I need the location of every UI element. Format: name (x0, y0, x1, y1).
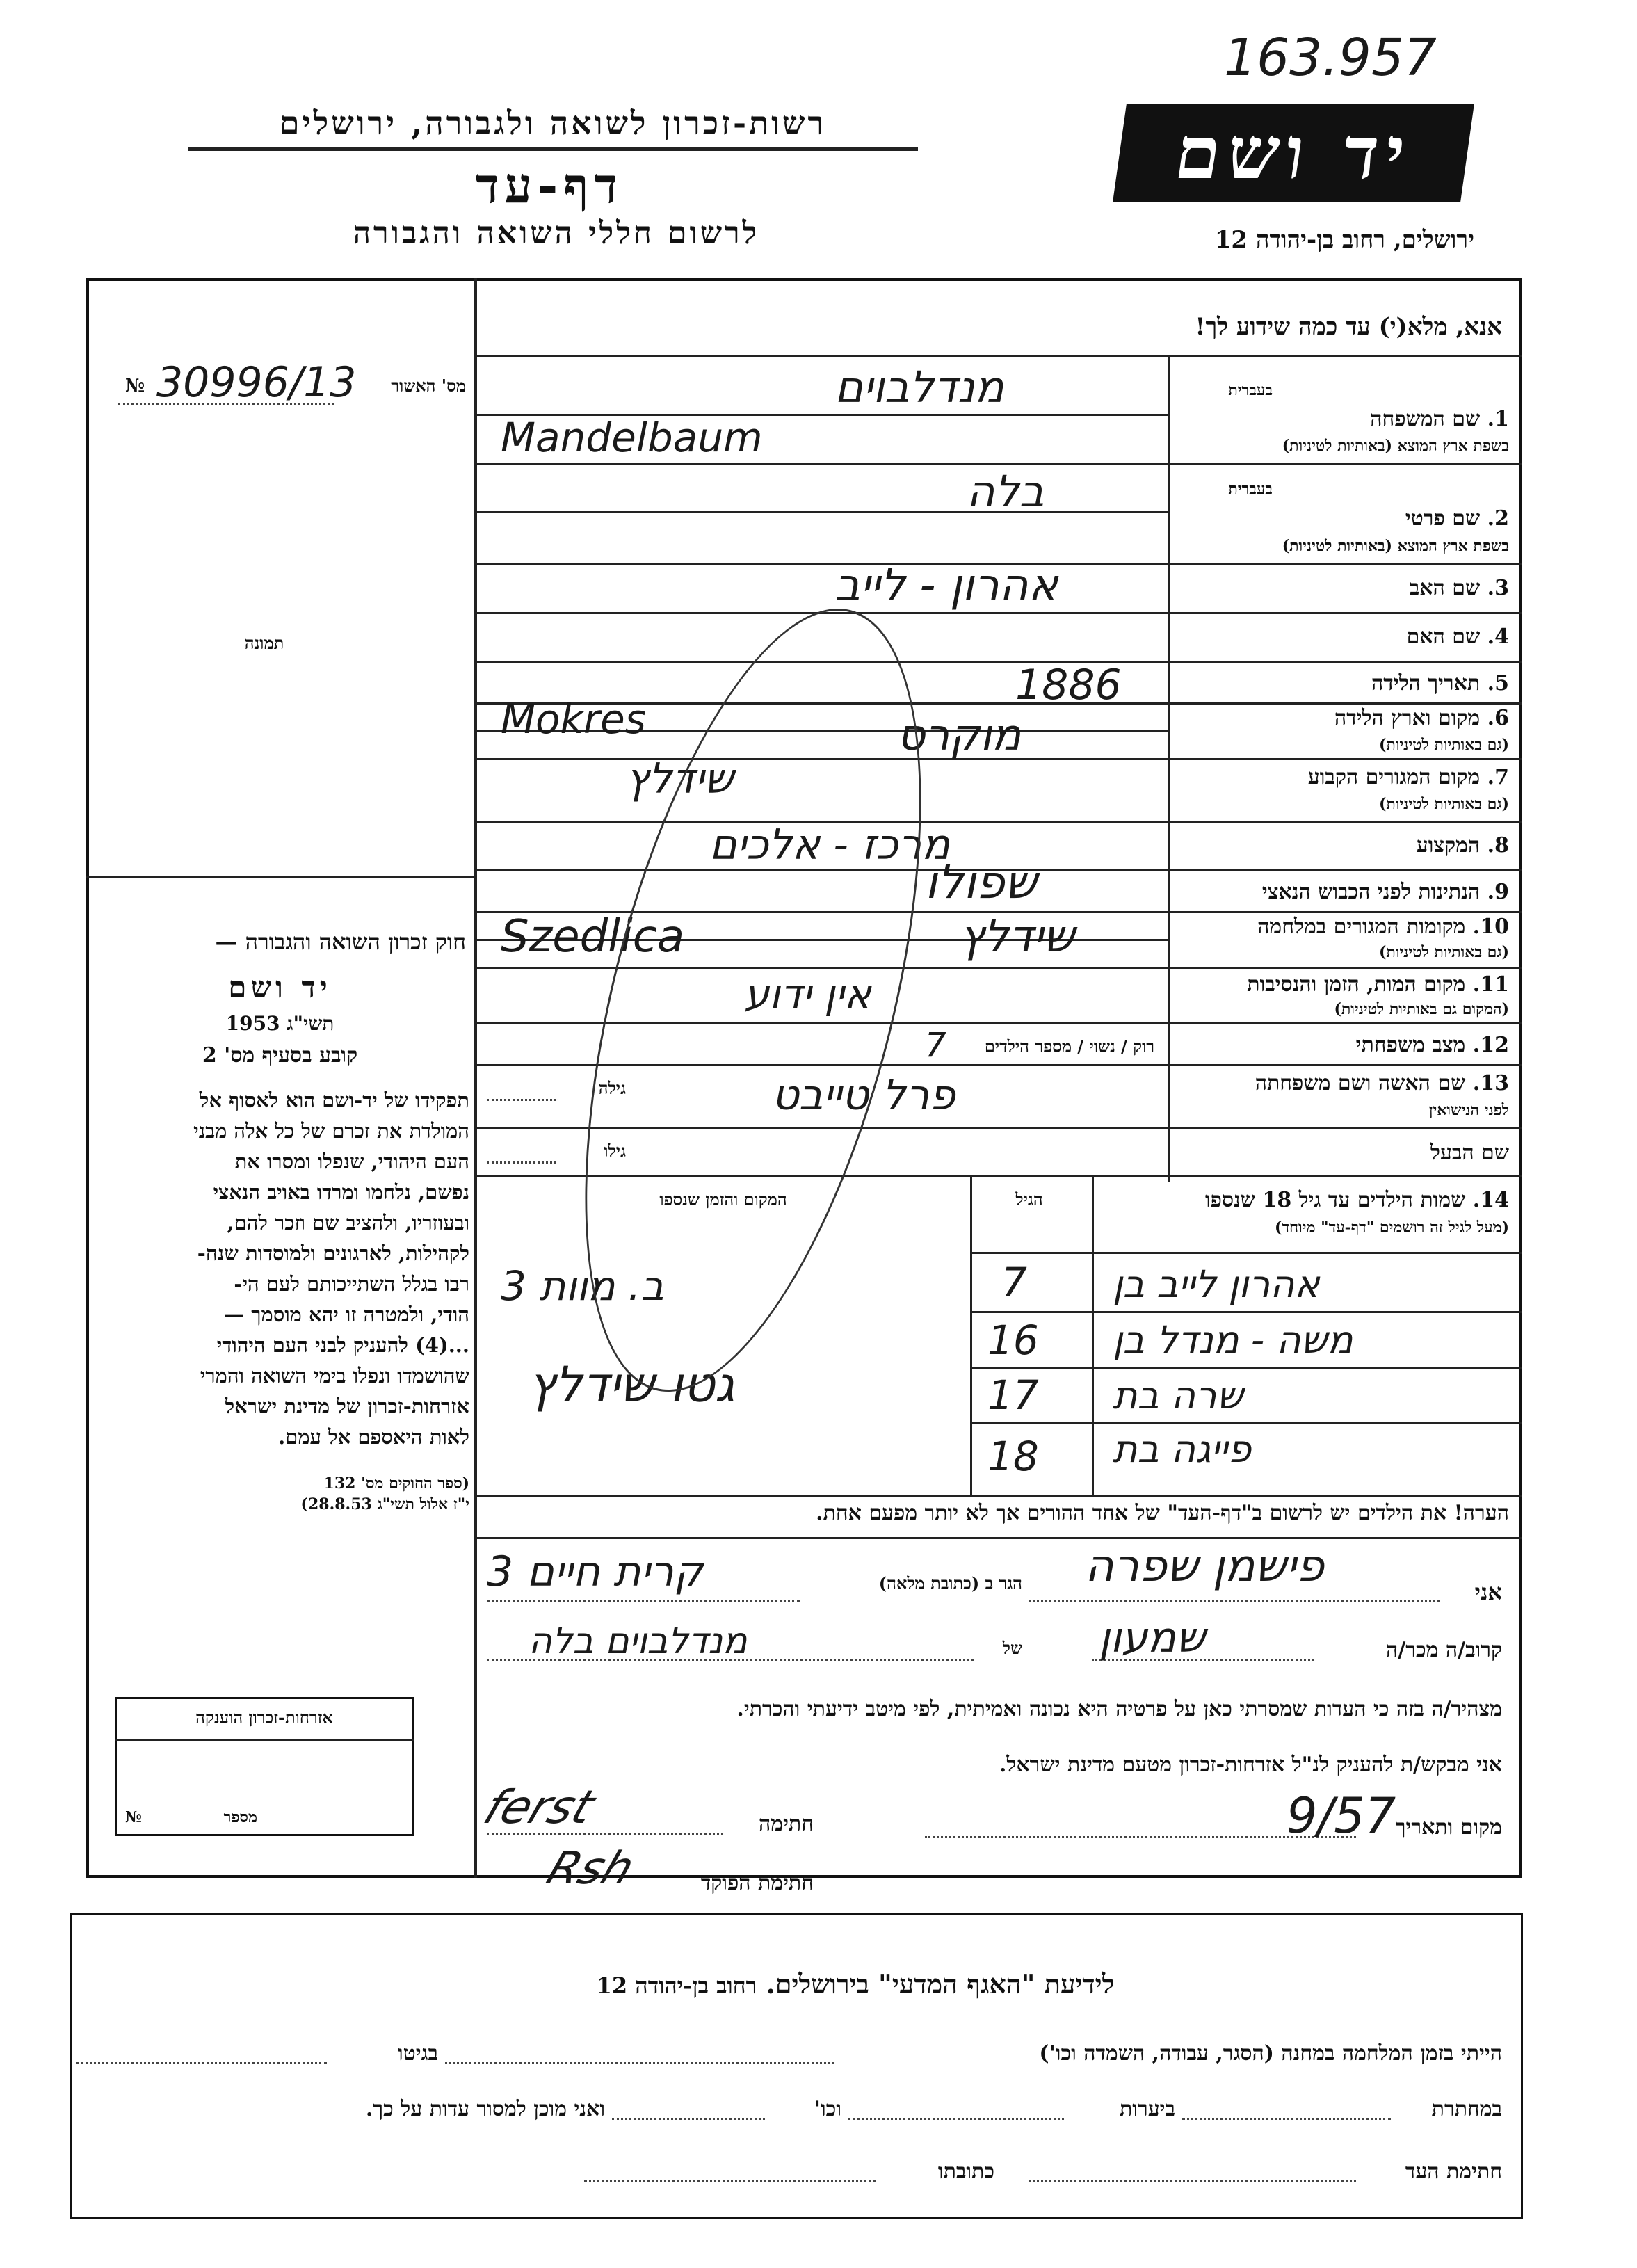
field-label: שם פרטי (1405, 506, 1481, 531)
header-underline (188, 147, 918, 151)
children-row-line (970, 1422, 1522, 1424)
field-hebrew-tag: בעברית (1228, 480, 1273, 498)
footer-line: בגיטו (397, 2041, 438, 2066)
footer-line: ואני מוכן למסור עדות על כך. (365, 2097, 605, 2121)
citizenship-value[interactable]: שפולו (925, 855, 1038, 909)
child-place-value[interactable]: ב. מוות 3 (501, 1262, 664, 1310)
children-place-header: המקום והזמן שנספו (659, 1189, 787, 1209)
field-family-name-label (1182, 407, 1509, 431)
footer-title-text: לידיעת "האגף המדעי" בירושלים. (766, 1968, 1115, 2000)
profession-value[interactable]: מרכז - אלכים (709, 821, 951, 869)
field-label: שם המשפחה (1370, 407, 1481, 431)
field-sub: בשפת ארץ המוצא (באותיות לטיניות) (1282, 537, 1509, 555)
citizenship-title: אזרחות-זכרון הוענקה (195, 1707, 333, 1728)
family-name-latin-value[interactable]: Mandelbaum (501, 414, 763, 461)
field-num: 11. (1472, 972, 1509, 997)
law-year: תשי"ג 1953 (225, 1012, 334, 1035)
form-subtitle: לרשום חללי השואה והגבורה (353, 216, 760, 251)
field-num: 1. (1487, 407, 1509, 431)
archive-number: 163.957 (1224, 28, 1437, 88)
child-name-value[interactable]: אהרון לייב בן (1113, 1262, 1320, 1306)
birth-place-latin-value[interactable]: Mokres (501, 695, 646, 743)
field-wartime-residence-label (1182, 915, 1509, 939)
field-sub: (המקום גם באותיות לטיניות) (1334, 1000, 1509, 1018)
husband-label: שם הבעל (1430, 1141, 1509, 1165)
footer-frame (70, 1913, 1523, 2219)
children-row-line (970, 1367, 1522, 1369)
law-body-line: ...(4) להעניק לבני העם היהודי (216, 1333, 469, 1357)
law-body-line: תפקידו של יד-ושם הוא לאסוף אל (199, 1088, 469, 1112)
witness-signature: ferst (476, 1780, 602, 1834)
child-name-value[interactable]: משה - מנדל בן (1113, 1318, 1353, 1362)
field-num: 3. (1487, 576, 1509, 600)
approval-number-sign: № (125, 376, 145, 396)
logo-text: יד ושם (1170, 110, 1418, 195)
note-bottom-line (474, 1537, 1522, 1539)
child-name-value[interactable]: פייגה בת (1113, 1427, 1252, 1471)
header-address: ירושלים, רחוב בן-יהודה 12 (1214, 226, 1474, 254)
law-body-line: העם היהודי, שנפלו ומסרו את (234, 1150, 469, 1173)
father-name-value[interactable]: אהרון - לייב (834, 560, 1058, 611)
field-sub: בשפת ארץ המוצא (באותיות לטיניות) (1282, 437, 1509, 455)
field-num: 6. (1487, 706, 1509, 730)
footer-line: במחתרת (1431, 2097, 1502, 2121)
yad-vashem-logo (1113, 104, 1474, 202)
resides-label: הגר ב (כתובת מלאה) (878, 1573, 1022, 1593)
law-body-line: שהושמדו ונפלו בימי השואה והמרי (200, 1364, 469, 1388)
age-line (487, 1099, 556, 1101)
wartime-residence-latin-value[interactable]: Szedlica (501, 911, 685, 963)
date-value[interactable]: 9/57 (1287, 1787, 1396, 1844)
field-row-line (474, 463, 1522, 465)
field-num: 8. (1487, 833, 1509, 858)
citizenship-number-sign: № (125, 1808, 142, 1826)
law-clause: קובע בסעיף מס' 2 (202, 1043, 358, 1068)
field-num: 13. (1472, 1071, 1509, 1095)
declaration-request: אני מבקש/ת להעניק לנ"ל אזרחות-זכרון מטעם מדינת ישראל. (999, 1753, 1502, 1777)
institution-name: רשות-זכרון לשואה ולגבורה, ירושלים (279, 104, 827, 142)
marital-options: רוק / נשוי / מספר הילדים (984, 1036, 1154, 1056)
declaration-statement: מצהיר/ה בזה כי העדות שמסרתי כאן על פרטיה היא נכונה ואמיתית, לפי מיטב ידיעתי והכרתי. (736, 1697, 1502, 1721)
footer-line: חתימת העד (1405, 2160, 1502, 2184)
approval-line (118, 403, 334, 405)
law-name: יד ושם (228, 970, 332, 1004)
field-sub: (גם באותיות לטיניות) (1378, 736, 1509, 754)
family-name-hebrew-value[interactable]: מנדלבוים (834, 362, 1004, 412)
child-age-value[interactable]: 7 (1001, 1259, 1027, 1306)
children-count-value[interactable]: 7 (925, 1026, 946, 1065)
law-body-line: ובעוזריו, ולהציב שם וזכר להם, (227, 1211, 469, 1234)
children-section-bottom (474, 1495, 1522, 1497)
law-source: (ספר החוקים מס' 132 (323, 1474, 469, 1493)
field-label: מקום המות, הזמן והנסיבות (1247, 972, 1466, 997)
witness-name-line (1029, 1600, 1440, 1602)
residence-value[interactable]: שידלץ (626, 755, 734, 803)
field-sub-line (474, 511, 1168, 513)
field-label: שם האם (1406, 625, 1481, 649)
field-row-line (474, 821, 1522, 823)
law-body-line: לקהילות, לארגונים ולמוסדות שנח- (197, 1241, 469, 1265)
of-value[interactable]: מנדלבוים בלה (529, 1620, 748, 1662)
field-num: 2. (1487, 506, 1509, 531)
field-residence-label (1182, 765, 1509, 789)
law-body-line: רבו בגלל השתייכותם לעם הי- (234, 1272, 469, 1296)
instruction-divider (474, 355, 1522, 357)
field-num: 9. (1487, 880, 1509, 904)
footer-fill-line (1029, 2180, 1356, 2182)
field-num: 12. (1472, 1033, 1509, 1057)
field-marital-status-label (1182, 1033, 1509, 1057)
footer-fill-line (445, 2062, 834, 2064)
footer-fill-line (1182, 2118, 1391, 2120)
law-body-line: לאות היאספם אל עמם. (278, 1425, 469, 1449)
field-label: הנתינות לפני הכבוש הנאצי (1261, 880, 1481, 904)
child-place-value[interactable]: גטו שידלץ (529, 1356, 735, 1413)
field-hebrew-tag: בעברית (1228, 381, 1273, 399)
footer-line: הייתי בזמן המלחמה במחנה (הסגר, עבודה, השמדה וכו') (1039, 2041, 1502, 2066)
field-death-place-label (1182, 972, 1509, 997)
footer-line: ביערות (1119, 2097, 1175, 2121)
footer-line: כתובתו (937, 2160, 994, 2184)
field-num: 7. (1487, 765, 1509, 789)
field-label: שם האשה ושם משפחתה (1255, 1071, 1466, 1095)
child-age-value[interactable]: 16 (987, 1317, 1039, 1364)
field-label: מקומות המגורים במלחמה (1257, 915, 1466, 939)
approval-label: מס' האשור (391, 376, 466, 396)
relative-label: קרוב/ה מכר/ה (1386, 1638, 1502, 1662)
children-row-line (970, 1311, 1522, 1313)
field-profession-label (1182, 833, 1509, 858)
left-panel-divider (474, 278, 477, 1878)
children-col-divider (1092, 1175, 1094, 1495)
children-col-divider (970, 1175, 972, 1495)
age-label-female: גילה (598, 1078, 626, 1098)
declaration-i-label: אני (1474, 1579, 1502, 1605)
field-father-name-label (1182, 576, 1509, 600)
field-num: 5. (1487, 671, 1509, 695)
field-wife-name-label (1182, 1071, 1509, 1095)
wife-name-value[interactable]: פרל טייבט (772, 1071, 955, 1120)
address-line (487, 1600, 800, 1602)
footer-line: וכו' (814, 2097, 841, 2121)
instruction-text: אנא, מלא(י) עד כמה שידוע לך! (1195, 313, 1502, 341)
birth-date-value[interactable]: 1886 (1015, 661, 1122, 709)
witness-name-value[interactable]: פישמן שפרה (1085, 1541, 1325, 1592)
field-citizenship-label (1182, 880, 1509, 904)
age-label-male: גילו (604, 1141, 626, 1161)
footer-fill-line (612, 2118, 765, 2120)
field-label: תאריך הלידה (1371, 671, 1481, 695)
children-header-line (970, 1252, 1522, 1254)
officer-signature-label: חתימת הפוקד (700, 1871, 814, 1895)
citizenship-title-line (115, 1739, 414, 1741)
child-age-value[interactable]: 17 (987, 1372, 1039, 1419)
photo-label: תמונה (244, 633, 284, 653)
place-date-label: מקום ותאריך (1395, 1815, 1502, 1840)
child-name-value[interactable]: שרה בת (1113, 1374, 1243, 1417)
birth-place-hebrew-value[interactable]: מוקרס (897, 709, 1022, 760)
citizenship-number-label: מספר (223, 1808, 257, 1826)
officer-signature: Rsh (540, 1843, 641, 1895)
field-birth-date-label (1182, 671, 1509, 695)
label-column-divider (1168, 355, 1170, 1182)
field-row-line (474, 661, 1522, 663)
children-header: 14. שמות הילדים עד גיל 18 שנספו (1204, 1188, 1509, 1212)
of-label: של (1002, 1638, 1022, 1658)
field-label: המקצוע (1416, 833, 1481, 858)
children-header-sub: (מעל לגיל זה רושמים "דף-עד" מיוחד) (1275, 1219, 1509, 1237)
first-name-hebrew-value[interactable]: בלה (967, 466, 1045, 517)
footer-address: רחוב בן-יהודה 12 (596, 1972, 757, 1999)
field-num: 10. (1472, 915, 1509, 939)
law-body-line: נפשם, נלחמו ומרדו באויב הנאצי (213, 1180, 469, 1204)
form-title: דף-עד (475, 156, 624, 214)
law-body-line: המולדת את זכרם של כל אלה מבני (193, 1119, 469, 1143)
law-title: חוק זכרון השואה והגבורה — (215, 928, 466, 955)
address-value[interactable]: קרית חיים 3 (487, 1547, 704, 1596)
footer-title (487, 1968, 1224, 2000)
field-first-name-label (1182, 506, 1509, 531)
field-sub: (גם באותיות לטיניות) (1378, 795, 1509, 813)
field-row-line (474, 612, 1522, 614)
field-label: שם האב (1409, 576, 1481, 600)
law-source: י"ז אלול תשי"ג 28.8.53) (300, 1495, 469, 1513)
signature-label: חתימה (759, 1812, 814, 1836)
children-age-header: הגיל (1015, 1189, 1043, 1209)
relation-value[interactable]: שמעון (1099, 1614, 1206, 1662)
field-sub: (גם באותיות לטיניות) (1378, 943, 1509, 961)
photo-divider (86, 876, 474, 878)
footer-fill-line (848, 2118, 1064, 2120)
footer-fill-line (76, 2062, 327, 2064)
death-place-value[interactable]: אין ידוע (744, 970, 871, 1018)
field-label: מצב משפחתי (1355, 1033, 1466, 1057)
footer-fill-line (584, 2180, 876, 2182)
field-sub: לפני הנישואין (1428, 1101, 1509, 1119)
approval-value: 30996/13 (156, 358, 357, 407)
child-age-value[interactable]: 18 (987, 1433, 1039, 1480)
law-body-line: הודי, ולמטרה זו יהא מוסמך — (224, 1303, 469, 1326)
field-label: מקום המגורים הקבוע (1307, 765, 1481, 789)
wartime-residence-hebrew-value[interactable]: שידלץ (960, 911, 1075, 963)
law-body-line: אזרחות-זכרון של מדינת ישראל (225, 1394, 469, 1418)
field-birth-place-label (1182, 706, 1509, 730)
field-mother-name-label (1182, 625, 1509, 649)
age-line (487, 1161, 556, 1164)
field-num: 4. (1487, 625, 1509, 649)
note-text: הערה! את הילדים יש לרשום ב"דף-העד" של אחד ההורים אך לא יותר מפעם אחת. (816, 1501, 1509, 1525)
field-label: מקום וארץ הלידה (1334, 706, 1481, 730)
